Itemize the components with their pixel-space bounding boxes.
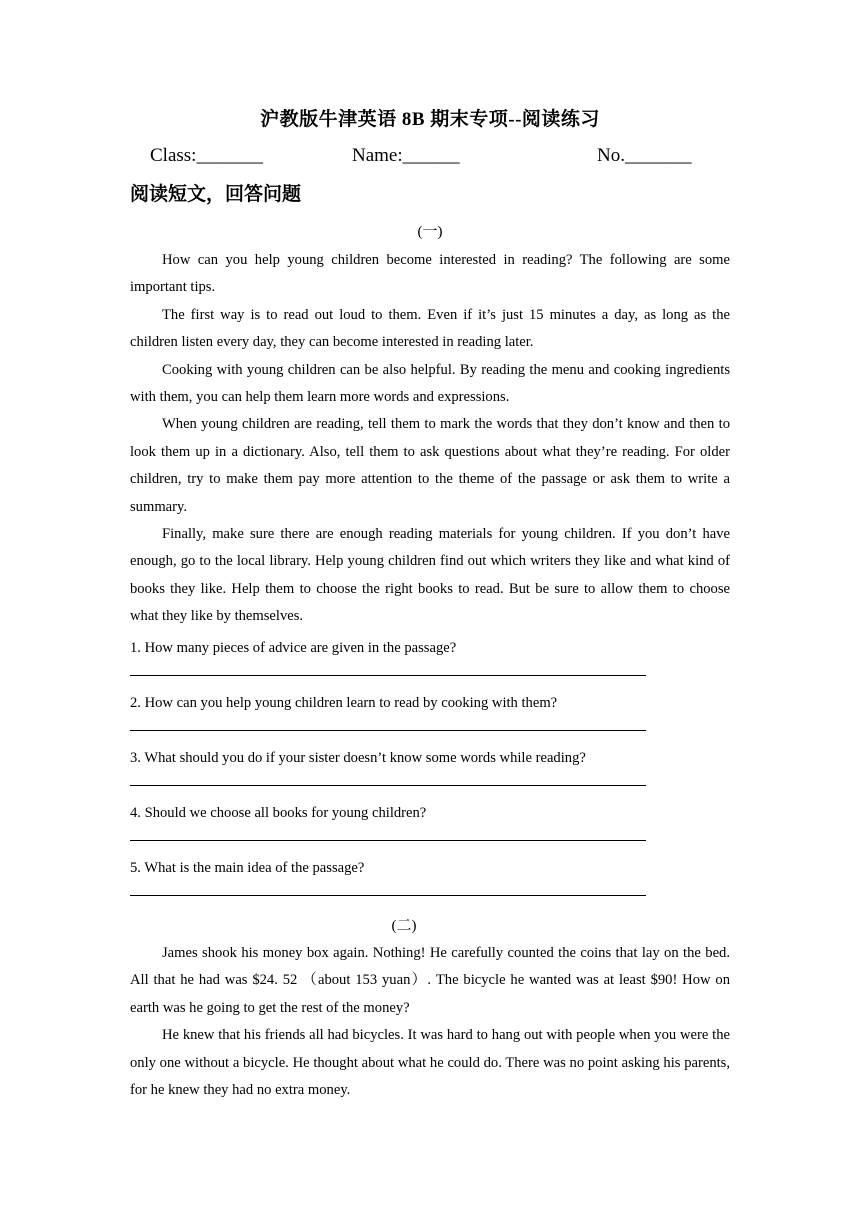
number-field: No._______ xyxy=(597,145,692,166)
answer-line[interactable] xyxy=(130,730,646,731)
answer-line[interactable] xyxy=(130,895,646,896)
answer-line[interactable] xyxy=(130,840,646,841)
passage-1 xyxy=(130,247,730,631)
student-info-row xyxy=(150,145,710,171)
question-item xyxy=(130,749,730,804)
section-heading: 阅读短文，回答问题 xyxy=(130,184,302,205)
question-item xyxy=(130,694,730,749)
passage-2-paragraph: James shook his money box again. Nothing! He carefully counted the coins that lay on the bed. All that he had was $24. 52 （about 153 yuan）. The bicycle he wanted was at least $90! How on earth was he going to get the rest of the money? xyxy=(130,945,730,1016)
passage-1-paragraph: Finally, make sure there are enough reading materials for young children. If you don’t have enough, go to the local library. Help young children find out which writers they like and what kind of books they like. Help them to choose the right books to read. But be sure to allow them to choose what they like by themselves. xyxy=(130,526,730,625)
question-item xyxy=(130,639,730,694)
answer-line[interactable] xyxy=(130,785,646,786)
part-1-label: (一) xyxy=(417,224,443,240)
question-text: 4. Should we choose all books for young children? xyxy=(130,805,427,821)
passage-1-paragraph: When young children are reading, tell them to mark the words that they don’t know and then to look them up in a dictionary. Also, tell them to ask questions about what they’re reading. For older children, try to make them pay more attention to the theme of the passage or ask them to write a summary. xyxy=(130,416,730,515)
question-list xyxy=(130,639,730,914)
question-text: 5. What is the main idea of the passage? xyxy=(130,860,365,876)
class-field: Class:_______ xyxy=(150,145,263,166)
question-text: 3. What should you do if your sister doesn’t know some words while reading? xyxy=(130,750,586,766)
passage-2-paragraph: He knew that his friends all had bicycles. It was hard to hang out with people when you were the only one without a bicycle. He thought about what he could do. There was no point asking his parents, for he knew they had no extra money. xyxy=(130,1027,730,1099)
passage-1-paragraph: Cooking with young children can be also helpful. By reading the menu and cooking ingredients with them, you can help them learn more words and expressions. xyxy=(130,361,730,406)
question-text: 2. How can you help young children learn to read by cooking with them? xyxy=(130,695,558,711)
part-2-label: (二) xyxy=(391,918,417,934)
passage-1-paragraph: The first way is to read out loud to them. Even if it’s just 15 minutes a day, as long as the children listen every day, they can become interested in reading later. xyxy=(130,306,730,351)
answer-line[interactable] xyxy=(130,675,646,676)
passage-2 xyxy=(130,940,730,1104)
question-item xyxy=(130,804,730,859)
question-item xyxy=(130,859,730,914)
page-title: 沪教版牛津英语 8B 期末专项--阅读练习 xyxy=(260,109,600,130)
name-field: Name:______ xyxy=(352,145,460,166)
passage-1-paragraph: How can you help young children become interested in reading? The following are some important tips. xyxy=(130,252,730,296)
question-text: 1. How many pieces of advice are given in the passage? xyxy=(130,640,457,656)
